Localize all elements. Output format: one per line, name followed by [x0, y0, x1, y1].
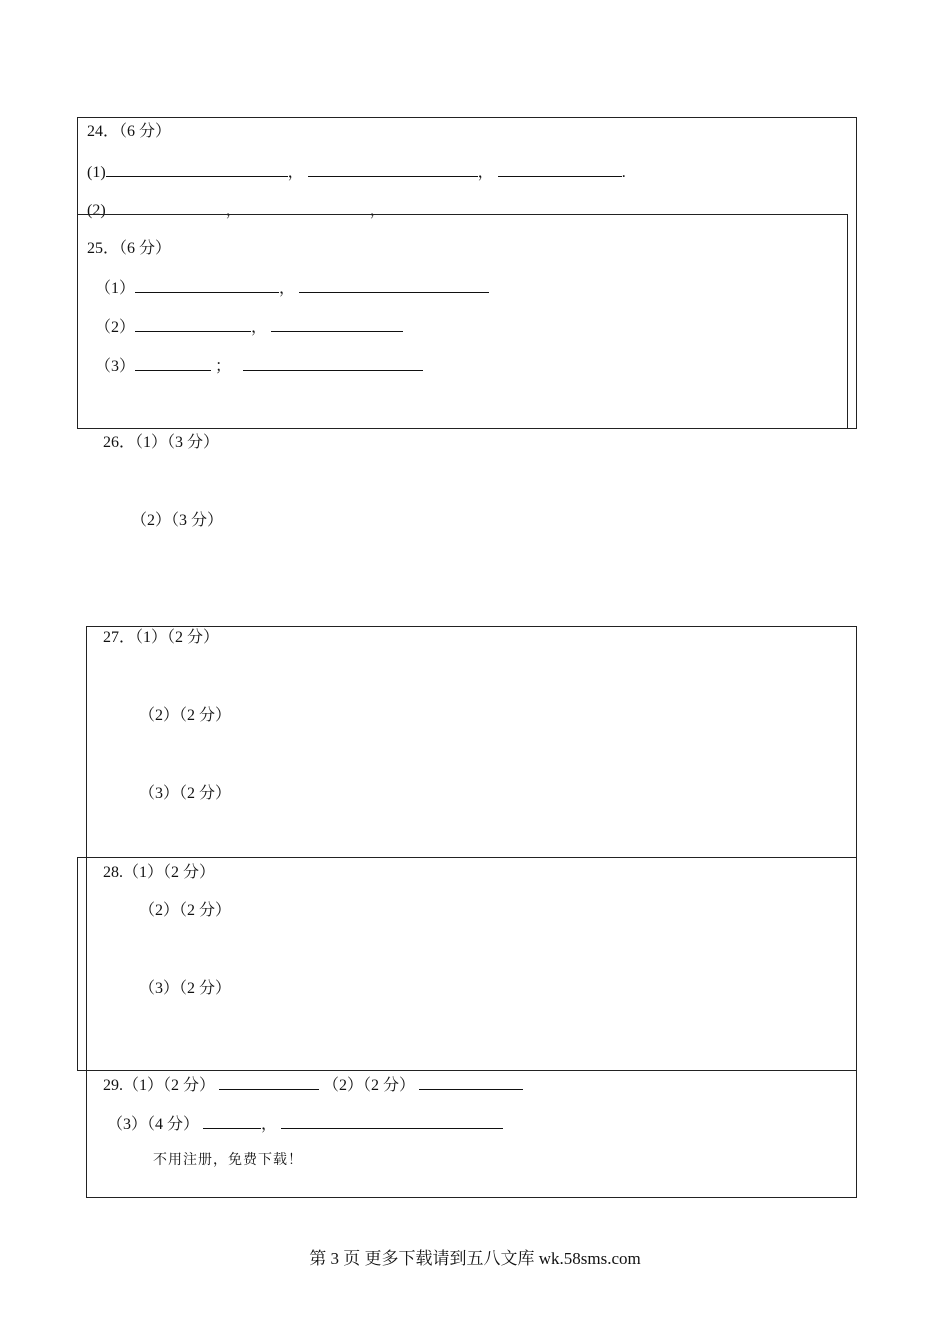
period: .: [621, 164, 626, 181]
q25-row2: [95, 317, 403, 338]
q27-part2: （2）（2 分）: [139, 707, 232, 724]
q24-blank-1-1[interactable]: [106, 162, 288, 177]
q29-blank-3[interactable]: [203, 1114, 261, 1129]
q24-row2-label: (2): [87, 202, 106, 219]
comma: ，: [251, 319, 268, 336]
q25-blank-1-2[interactable]: [299, 278, 489, 293]
comma: ，: [477, 164, 494, 181]
q29-blank-2[interactable]: [419, 1075, 523, 1090]
q28-box: [77, 857, 857, 1071]
q29-part2: （2）（2 分）: [323, 1077, 416, 1094]
q29-row2: [107, 1114, 503, 1135]
q29-part3: （3）（4 分）: [107, 1116, 200, 1133]
comma: ，: [279, 280, 296, 297]
q24-row1-label: (1): [87, 164, 106, 181]
semicolon: ；: [215, 358, 232, 375]
q29-blank-4[interactable]: [281, 1114, 503, 1129]
q28-part3: （3）（2 分）: [139, 980, 232, 997]
q24-blank-2-3[interactable]: [390, 200, 552, 215]
q28-part1: 28.（1）（2 分）: [103, 864, 216, 881]
q24-title: 24．（6 分）: [87, 123, 172, 140]
q24-row1: [87, 162, 626, 183]
q26-part2: （2）（3 分）: [131, 512, 224, 529]
q26-part1: 26．（1）（3 分）: [103, 434, 220, 451]
q25-blank-2-2[interactable]: [271, 317, 403, 332]
q25-title: 25．（6 分）: [87, 240, 172, 257]
q25-blank-3-2[interactable]: [243, 356, 423, 371]
q27-part3: （3）（2 分）: [139, 785, 232, 802]
q25-row1: [95, 278, 489, 299]
q29-part1: 29.（1）（2 分）: [103, 1077, 216, 1094]
q25-row3: [95, 356, 423, 377]
page-footer: 第 3 页 更多下载请到五八文库 wk.58sms.com: [309, 1249, 641, 1268]
q25-row2-label: （2）: [95, 319, 136, 336]
q24-blank-1-2[interactable]: [308, 162, 478, 177]
q25-row3-label: （3）: [95, 358, 136, 375]
q29-note: 不用注册，免费下载！: [153, 1152, 303, 1168]
q25-blank-1-1[interactable]: [135, 278, 279, 293]
q24-blank-2-2[interactable]: [246, 200, 370, 215]
comma: ，: [261, 1116, 278, 1133]
q28-part2: （2）（2 分）: [139, 902, 232, 919]
comma: ，: [287, 164, 304, 181]
q25-blank-2-1[interactable]: [135, 317, 251, 332]
q24-blank-1-3[interactable]: [498, 162, 622, 177]
q29-row1: [103, 1075, 523, 1096]
q25-row1-label: （1）: [95, 280, 136, 297]
q29-divider: [77, 1070, 857, 1071]
comma: ，: [369, 202, 386, 219]
comma: ，: [225, 202, 242, 219]
q24-blank-2-1[interactable]: [106, 200, 226, 215]
q27-part1: 27．（1）（2 分）: [103, 629, 220, 646]
q25-blank-3-1[interactable]: [135, 356, 211, 371]
q29-blank-1[interactable]: [219, 1075, 319, 1090]
